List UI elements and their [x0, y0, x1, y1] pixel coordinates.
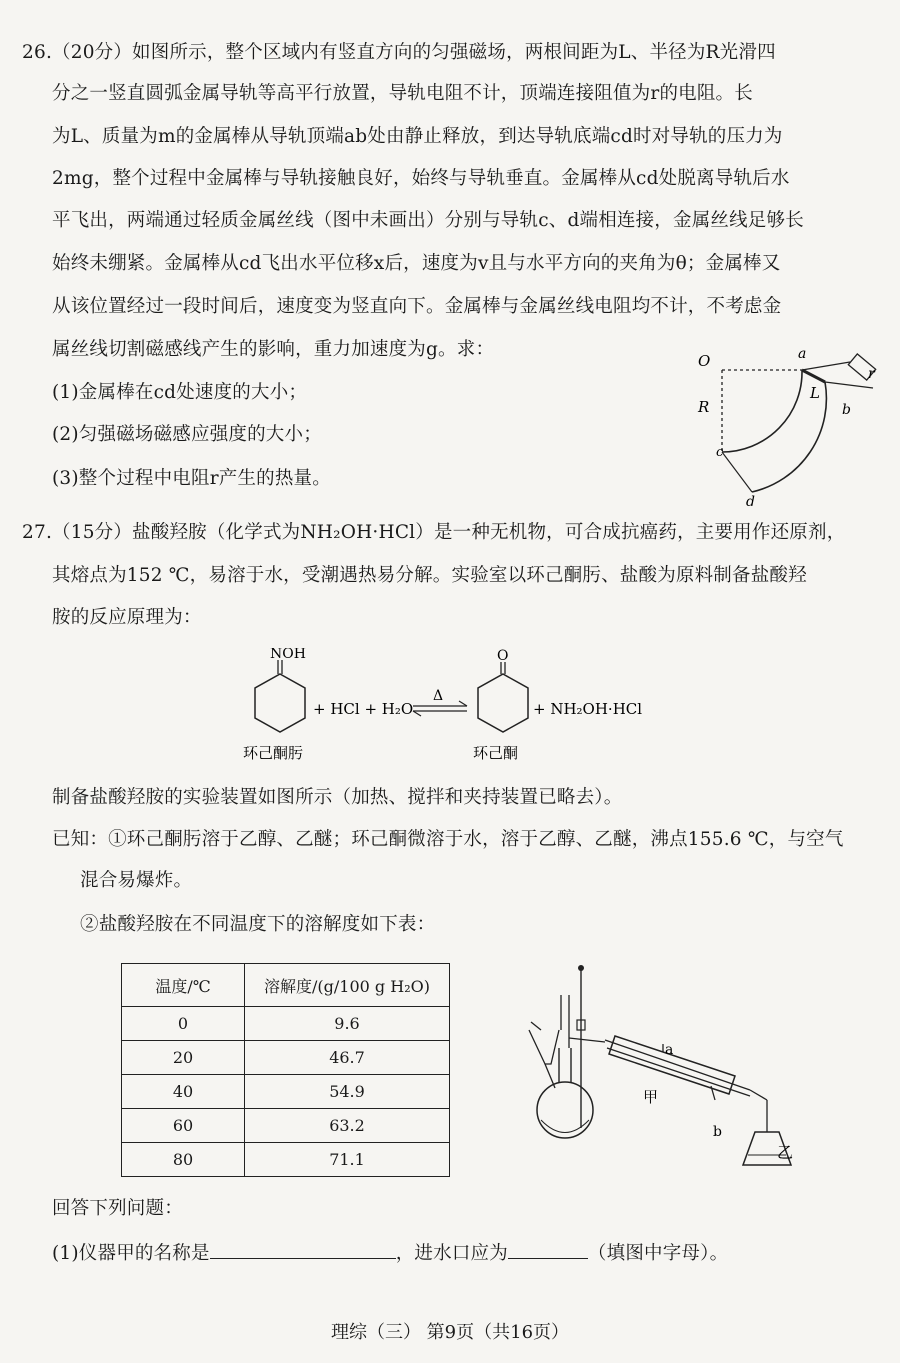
q26-line-7: 从该位置经过一段时间后，速度变为竖直向下。金属棒与金属丝线电阻均不计，不考虑金: [52, 296, 782, 317]
page-footer: 理综（三） 第9页（共16页）: [330, 1322, 570, 1343]
table-header-row: [122, 964, 450, 1007]
q26-sub-3: (3)整个过程中电阻r产生的热量。: [52, 468, 331, 489]
o-label: O: [497, 648, 509, 664]
q26-line-3: 为L、质量为m的金属棒从导轨顶端ab处由静止释放，到达导轨底端cd时对导轨的压力为: [52, 126, 783, 147]
reactant-name: 环己酮肟: [243, 744, 304, 762]
label-b: b: [713, 1124, 722, 1140]
rail-diagram: [690, 340, 890, 510]
q26-line-5: 平飞出，两端通过轻质金属丝线（图中未画出）分别与导轨c、d端相连接，金属丝线足够长: [52, 210, 804, 231]
known-1a: 已知：①环己酮肟溶于乙醇、乙醚；环己酮微溶于水，溶于乙醇、乙醚，沸点155.6 ℃，与空气: [52, 829, 844, 850]
cell-temp: 60: [122, 1109, 245, 1143]
cell-temp: 40: [122, 1075, 245, 1109]
q26-sub-2: (2)匀强磁场磁感应强度的大小；: [52, 424, 322, 445]
table-row: [122, 1041, 450, 1075]
label-c: c: [716, 445, 724, 460]
q26-line-6: 始终未绷紧。金属棒从cd飞出水平位移x后，速度为v且与水平方向的夹角为θ；金属棒又: [52, 253, 781, 274]
table-row: [122, 1075, 450, 1109]
cell-temp: 0: [122, 1007, 245, 1041]
q27-sub-1: [52, 1240, 728, 1267]
header-temperature: 温度/℃: [122, 964, 245, 1007]
product-name: 环己酮: [473, 744, 519, 762]
dropping-funnel: [529, 1030, 559, 1064]
q26-line-8: 属丝线切割磁感线产生的影响，重力加速度为g。求：: [52, 339, 495, 360]
cell-solubility: 54.9: [245, 1075, 450, 1109]
q27-sub-1-part1: (1)仪器甲的名称是: [52, 1243, 210, 1264]
label-R: R: [698, 398, 710, 416]
cell-temp: 80: [122, 1143, 245, 1177]
label-a: a: [798, 346, 807, 362]
label-d: d: [746, 494, 755, 510]
answer-prompt: 回答下列问题：: [52, 1198, 183, 1219]
rod-ab: [802, 370, 825, 382]
table-row: [122, 1143, 450, 1177]
apparatus-diagram: [515, 960, 805, 1180]
cell-solubility: 63.2: [245, 1109, 450, 1143]
condenser-inner: [605, 1040, 750, 1090]
apparatus-intro: 制备盐酸羟胺的实验装置如图所示（加热、搅拌和夹持装置已略去）。: [52, 787, 623, 808]
q27-line-2: 其熔点为152 ℃，易溶于水，受潮遇热易分解。实验室以环己酮肟、盐酸为原料制备盐酸羟: [52, 565, 807, 586]
round-bottom-flask: [537, 1082, 593, 1138]
reagents-label: + HCl + H₂O: [313, 700, 414, 718]
wire-top: [802, 362, 850, 370]
label-yi: 乙: [777, 1143, 794, 1162]
q26-line-1: 26.（20分）如图所示，整个区域内有竖直方向的匀强磁场，两根间距为L、半径为R光滑四: [22, 42, 776, 63]
label-O: O: [698, 352, 711, 370]
known-1b: 混合易爆炸。: [80, 870, 193, 891]
header-solubility: 溶解度/(g/100 g H₂O): [245, 964, 450, 1007]
label-a: a: [665, 1042, 674, 1058]
answer-blank-name[interactable]: [210, 1240, 396, 1259]
q26-line-4: 2mg，整个过程中金属棒与导轨接触良好，始终与导轨垂直。金属棒从cd处脱离导轨后水: [52, 168, 790, 189]
cyclohexanone-oxime-ring: [255, 674, 305, 732]
table-row: [122, 1007, 450, 1041]
heat-delta: Δ: [433, 688, 444, 704]
cell-solubility: 46.7: [245, 1041, 450, 1075]
label-jia: 甲: [643, 1088, 659, 1106]
cyclohexanone-ring: [478, 674, 528, 732]
q27-line-3: 胺的反应原理为：: [52, 607, 202, 628]
answer-blank-inlet[interactable]: [508, 1240, 588, 1259]
q26-line-2: 分之一竖直圆弧金属导轨等高平行放置，导轨电阻不计，顶端连接阻值为r的电阻。长: [52, 83, 753, 104]
cell-solubility: 9.6: [245, 1007, 450, 1041]
cell-solubility: 71.1: [245, 1143, 450, 1177]
known-2: ②盐酸羟胺在不同温度下的溶解度如下表：: [80, 914, 436, 935]
rail-arc-near: [722, 370, 802, 452]
reaction-scheme: [235, 648, 665, 768]
rod-cd: [722, 452, 752, 492]
q27-line-1: 27.（15分）盐酸羟胺（化学式为NH₂OH·HCl）是一种无机物，可合成抗癌药，主要用作还原剂，: [22, 522, 846, 543]
table-row: [122, 1109, 450, 1143]
wire-bottom: [825, 382, 873, 388]
noh-label: NOH: [270, 648, 306, 662]
label-L: L: [810, 384, 820, 402]
label-r: r: [868, 366, 875, 382]
q26-sub-1: (1)金属棒在cd处速度的大小；: [52, 382, 308, 403]
product2-label: + NH₂OH·HCl: [533, 700, 643, 718]
q27-sub-1-part3: （填图中字母）。: [587, 1243, 729, 1264]
q27-sub-1-part2: ，进水口应为: [395, 1243, 508, 1264]
cell-temp: 20: [122, 1041, 245, 1075]
label-b: b: [842, 402, 851, 418]
solubility-table: [121, 963, 450, 1177]
